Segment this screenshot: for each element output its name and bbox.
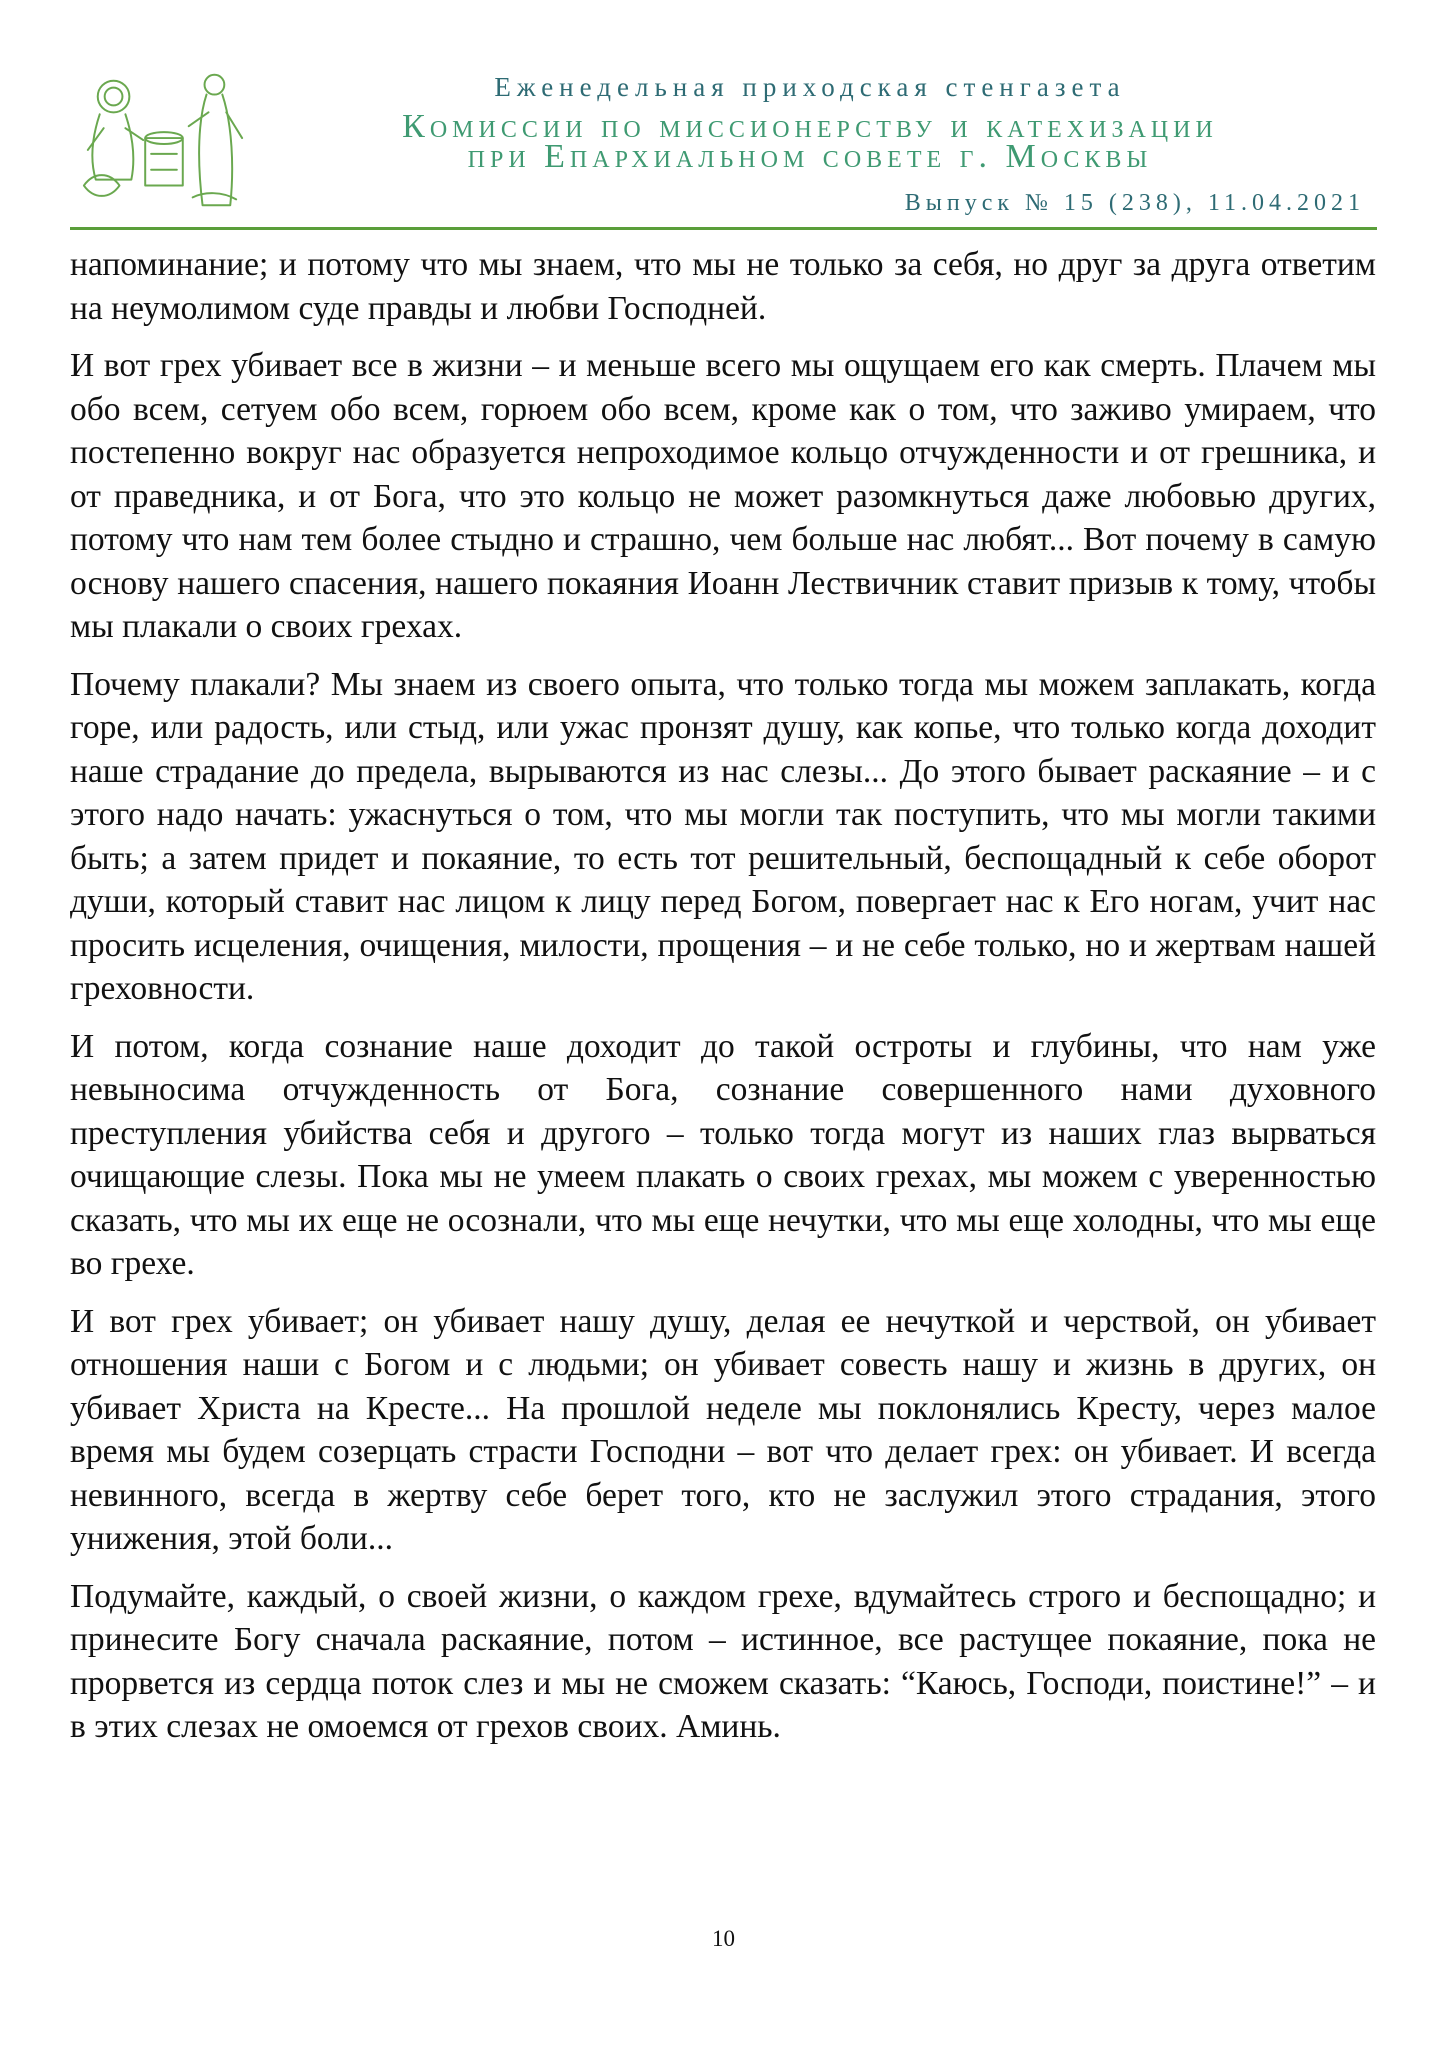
icon-christ-and-samaritan-woman [74, 68, 252, 218]
paragraph: И вот грех убивает; он убивает нашу душу, делая ее нечуткой и черствой, он убивает отношения наши с Богом и с людьми; он убивает совесть нашу и жизнь в других, он убивает Христа на Кресте... На прошлой неделе мы поклонялись Кресту, через малое время мы будем созерцать страсти Господни – вот что делает грех: он убивает. И всегда невинного, всегда в жертву себе берет того, кто не заслужил этого страдания, этого унижения, этой боли... [70, 1302, 1376, 1557]
page-header [0, 0, 1447, 232]
paragraph: И потом, когда сознание наше доходит до такой остроты и глубины, что нам уже невыносима отчужденность от Бога, сознание совершенного нами духовного преступления убийства себя и другого – только тогда могут из наших глаз вырваться очищающие слезы. Пока мы не умеем плакать о своих грехах, мы можем с уверенностью сказать, что мы их еще не осознали, что мы еще нечутки, что мы еще холодны, что мы еще во грехе. [70, 1027, 1376, 1282]
paragraph: И вот грех убивает все в жизни – и меньше всего мы ощущаем его как смерть. Плачем мы обо всем, сетуем обо всем, горюем обо всем, кроме как о том, что заживо умираем, что постепенно вокруг нас образуется непроходимое кольцо отчужденности и от грешника, и от праведника, и от Бога, что это кольцо не может разомкнуться даже любовью других, потому что нам тем более стыдно и страшно, чем больше нас любят... Вот почему в самую основу нашего спасения, нашего покаяния Иоанн Лествичник ставит призыв к тому, чтобы мы плакали о своих грехах. [70, 347, 1376, 645]
paragraph: Почему плакали? Мы знаем из своего опыта, что только тогда мы можем заплакать, когда горе, или радость, или стыд, или ужас пронзят душу, как копье, что только когда доходит наше страдание до предела, вырываются из нас слезы... До этого бывает раскаяние – и с этого надо начать: ужаснуться о том, что мы могли так поступить, что мы могли такими быть; а затем придет и покаяние, то есть тот решительный, беспощадный к себе оборот души, который ставит нас лицом к лицу перед Богом, повергает нас к Его ногам, учит нас просить исцеления, очищения, милости, прощения – и не себе только, но и жертвам нашей греховности. [70, 665, 1376, 1007]
newspaper-subtitle: Еженедельная приходская стенгазета [494, 72, 1126, 102]
commission-title: Комиссии по миссионерству и катехизации [402, 108, 1218, 145]
paragraph: напоминание; и потому что мы знаем, что мы не только за себя, но друг за друга ответим на неумолимом суде правды и любви Господней. [70, 246, 1376, 327]
header-divider [70, 227, 1377, 230]
issue-number: Выпуск № 15 (238), 11.04.2021 [904, 190, 1365, 216]
page-number: 10 [712, 1926, 735, 1951]
council-title: при Епархиальном совете г. Москвы [467, 138, 1153, 175]
article-body [70, 243, 1376, 1763]
paragraph: Подумайте, каждый, о своей жизни, о каждом грехе, вдумайтесь строго и беспощадно; и принесите Богу сначала раскаяние, потом – истинное, все растущее покаяние, пока не прорвется из сердца поток слез и мы не сможем сказать: “Каюсь, Господи, поистине!” – и в этих слезах не омоемся от грехов своих. Аминь. [70, 1577, 1376, 1745]
